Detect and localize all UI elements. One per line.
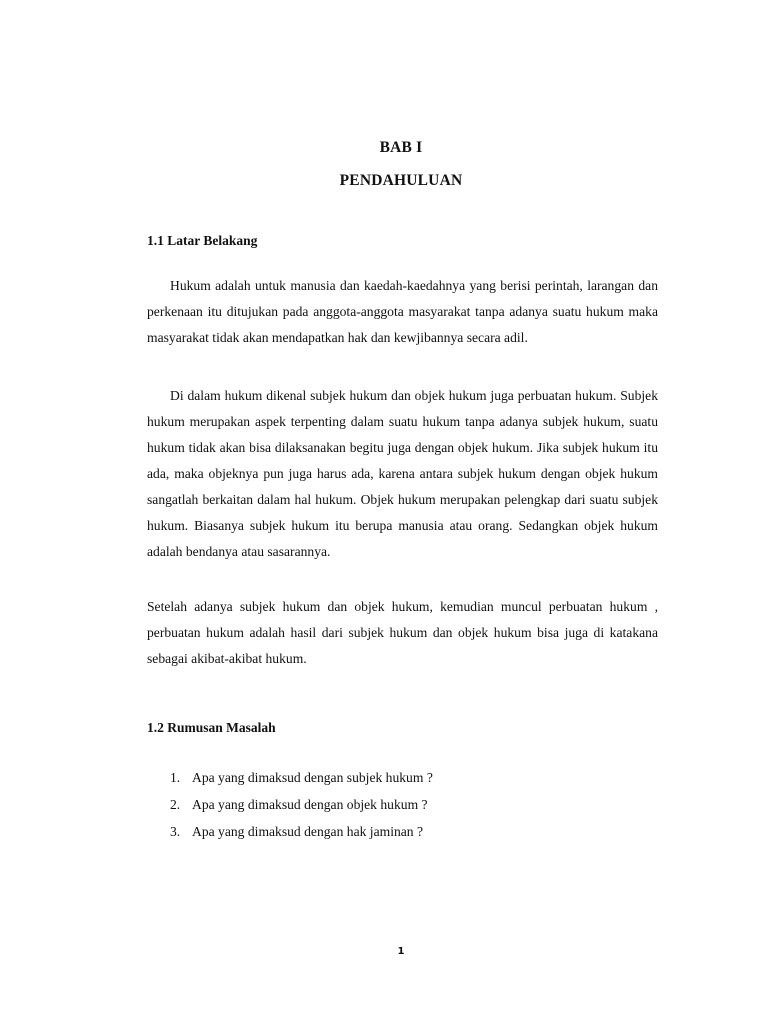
rumusan-masalah-list	[170, 764, 433, 845]
section-heading-rumusan-masalah: 1.2 Rumusan Masalah	[147, 720, 276, 735]
paragraph-3: Setelah adanya subjek hukum dan objek hukum, kemudian muncul perbuatan hukum , perbuatan hukum adalah hasil dari subjek hukum dan objek hukum bisa juga di katakana sebagai akibat-akibat hukum.	[147, 599, 658, 666]
list-item-number: 3.	[170, 824, 181, 839]
section-heading-latar-belakang: 1.1 Latar Belakang	[147, 233, 258, 248]
list-item-text: Apa yang dimaksud dengan objek hukum ?	[192, 797, 428, 812]
chapter-title: PENDAHULUAN	[339, 172, 463, 189]
list-item-number: 2.	[170, 797, 181, 812]
chapter-label: BAB I	[379, 139, 423, 156]
list-item	[170, 764, 433, 791]
list-item-number: 1.	[170, 770, 181, 785]
paragraph-1: Hukum adalah untuk manusia dan kaedah-kaedahnya yang berisi perintah, larangan dan perkenaan itu ditujukan pada anggota-anggota masyarakat tanpa adanya suatu hukum maka masyarakat tidak akan mendapatkan hak dan kewjibannya secara adil.	[147, 278, 658, 345]
paragraph-2: Di dalam hukum dikenal subjek hukum dan objek hukum juga perbuatan hukum. Subjek hukum merupakan aspek terpenting dalam suatu hukum tanpa adanya subjek hukum, suatu hukum tidak akan bisa dilaksanakan begitu juga dengan objek hukum. Jika subjek hukum itu ada, maka objeknya pun juga harus ada, karena antara subjek hukum dengan objek hukum sangatlah berkaitan dalam hal hukum. Objek hukum merupakan pelengkap dari suatu subjek hukum. Biasanya subjek hukum itu berupa manusia atau orang. Sedangkan objek hukum adalah bendanya atau sasarannya.	[147, 388, 658, 559]
list-item	[170, 818, 433, 845]
list-item	[170, 791, 433, 818]
list-item-text: Apa yang dimaksud dengan subjek hukum ?	[192, 770, 433, 785]
page-number: 1	[397, 946, 405, 957]
list-item-text: Apa yang dimaksud dengan hak jaminan ?	[192, 824, 424, 839]
